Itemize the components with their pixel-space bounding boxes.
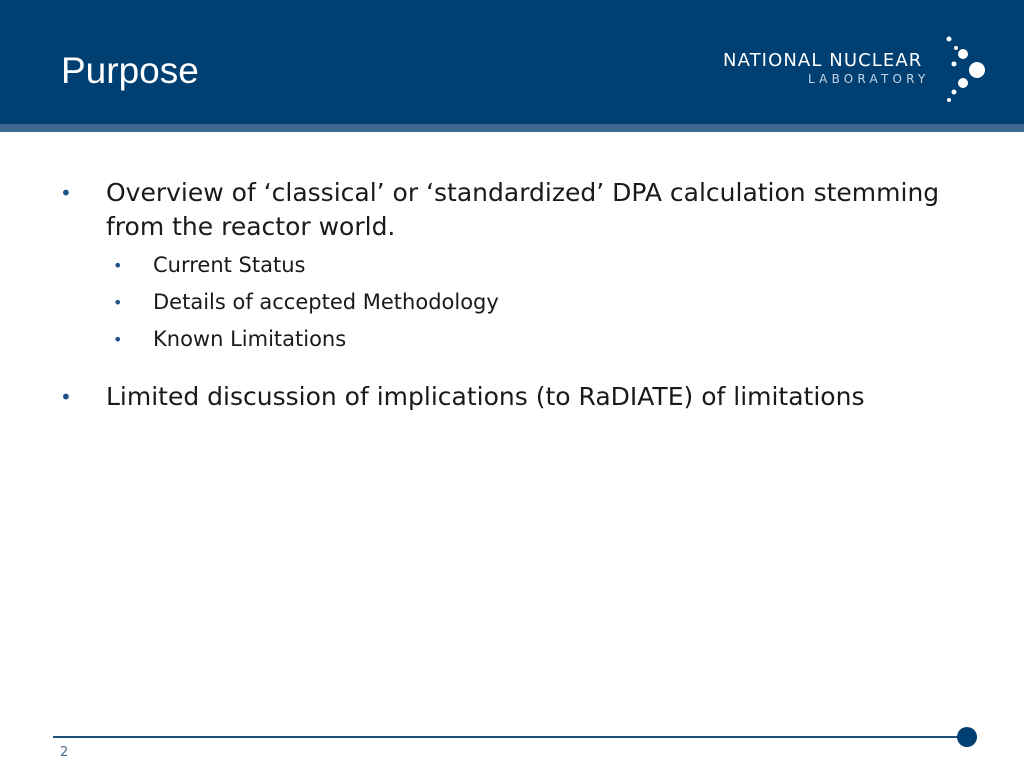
footer-dot-icon xyxy=(957,727,977,747)
bullet-icon: • xyxy=(60,181,72,205)
sub-bullet-text: Current Status xyxy=(153,253,306,277)
spacer xyxy=(60,358,960,380)
sub-bullet-text: Known Limitations xyxy=(153,327,347,351)
slide-body xyxy=(60,176,960,414)
bullet-text: Limited discussion of implications (to RaDIATE) of limitations xyxy=(106,382,865,411)
page-number: 2 xyxy=(60,745,69,760)
logo-text-laboratory: LABORATORY xyxy=(808,72,930,86)
sub-bullet-text: Details of accepted Methodology xyxy=(153,290,499,314)
sub-bullet-list xyxy=(60,247,960,358)
footer-divider xyxy=(53,736,963,738)
bullet-icon: • xyxy=(113,256,123,275)
logo-text-national-nuclear: NATIONAL NUCLEAR xyxy=(723,50,923,71)
sub-bullet-item xyxy=(60,284,960,321)
bullet-item xyxy=(60,380,960,414)
bullet-text: Overview of ‘classical’ or ‘standardized’ DPA calculation stemming from the reactor world. xyxy=(106,178,940,241)
bullet-icon: • xyxy=(60,385,72,409)
bullet-icon: • xyxy=(113,330,123,349)
slide-title: Purpose xyxy=(61,50,199,91)
header-accent-strip xyxy=(0,124,1024,132)
bullet-icon: • xyxy=(113,293,123,312)
logo-dots-icon xyxy=(930,30,1000,110)
nnl-logo xyxy=(720,30,1010,110)
bullet-item xyxy=(60,176,960,244)
sub-bullet-item xyxy=(60,247,960,284)
sub-bullet-item xyxy=(60,321,960,358)
